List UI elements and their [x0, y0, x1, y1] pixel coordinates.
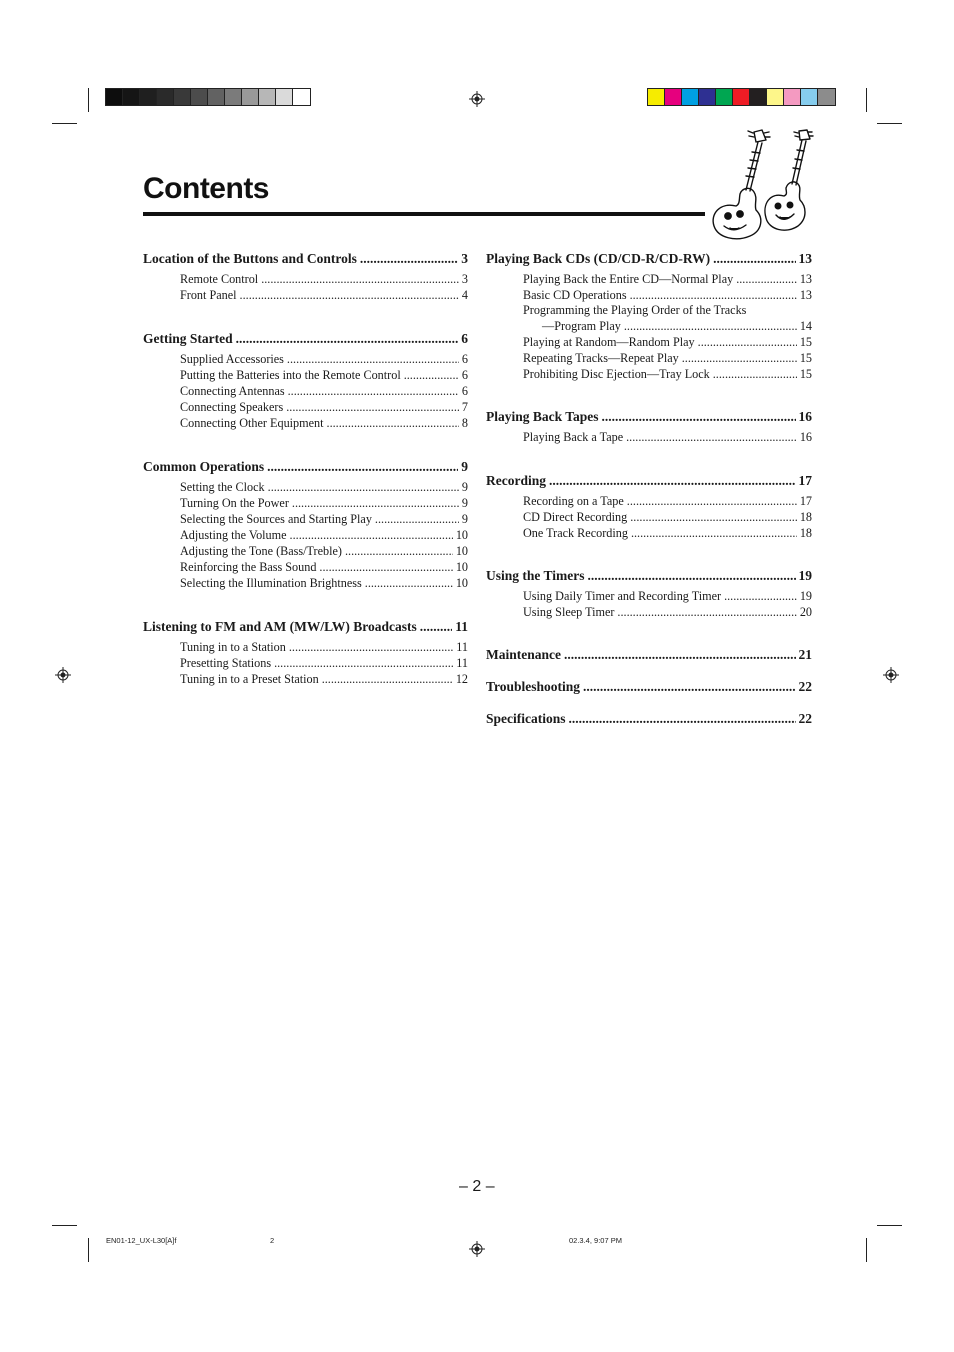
leader-dots — [267, 458, 458, 476]
toc-entry[interactable] — [143, 543, 468, 559]
toc-entry-title: Adjusting the Tone (Bass/Treble) — [180, 544, 342, 558]
toc-section-heading-title: Playing Back CDs (CD/CD-R/CD-RW) — [486, 251, 711, 266]
toc-section-heading[interactable] — [486, 567, 812, 585]
toc-entry-page: 3 — [461, 272, 468, 286]
calibration-swatch — [682, 89, 699, 105]
toc-section-heading-title: Troubleshooting — [486, 679, 581, 694]
toc-entry-page: 9 — [461, 496, 468, 510]
toc-entry-page: 16 — [799, 430, 812, 444]
toc-entry-page: 12 — [455, 672, 468, 686]
toc-entry[interactable] — [486, 604, 812, 620]
toc-entry-page: 11 — [456, 656, 468, 670]
leader-dots — [236, 330, 459, 348]
calibration-swatch — [225, 89, 242, 105]
toc-entry[interactable] — [486, 588, 812, 604]
crop-mark — [866, 1238, 867, 1262]
leader-dots — [627, 493, 797, 509]
calibration-swatch — [157, 89, 174, 105]
toc-entry-page: 13 — [799, 272, 812, 286]
toc-entry-title: Presetting Stations — [180, 656, 272, 670]
leader-dots — [549, 472, 796, 490]
toc-entry[interactable] — [143, 671, 468, 687]
toc-section-heading[interactable] — [486, 710, 812, 728]
toc-section-heading-page: 19 — [798, 568, 812, 583]
toc-entry[interactable] — [486, 366, 812, 382]
toc-entry-title: Setting the Clock — [180, 480, 265, 494]
calibration-swatch — [750, 89, 767, 105]
toc-section-heading[interactable] — [143, 250, 468, 268]
toc-entry[interactable] — [143, 399, 468, 415]
toc-entry-page: 8 — [461, 416, 468, 430]
color-calibration-bars — [647, 88, 836, 106]
crop-mark — [877, 123, 902, 124]
toc-section-heading[interactable] — [486, 408, 812, 426]
toc-entry-page: 19 — [799, 589, 812, 603]
toc-entry-title: Tuning in to a Station — [180, 640, 286, 654]
toc-entry-title: Connecting Other Equipment — [180, 416, 324, 430]
toc-section — [486, 250, 812, 382]
toc-entry-title: CD Direct Recording — [523, 510, 628, 524]
toc-entry[interactable] — [486, 429, 812, 445]
toc-entry[interactable] — [486, 509, 812, 525]
leader-dots — [626, 429, 797, 445]
leader-dots — [319, 559, 452, 575]
toc-entry-page: 10 — [455, 576, 468, 590]
toc-entry-title: —Program Play — [542, 319, 621, 333]
toc-entry-page: 17 — [799, 494, 812, 508]
leader-dots — [588, 567, 796, 585]
footer-filename: EN01-12_UX-L30[A]f — [106, 1236, 177, 1245]
registration-target-icon — [469, 91, 485, 107]
toc-section-heading-page: 22 — [798, 679, 812, 694]
toc-section-heading-page: 21 — [798, 647, 812, 662]
toc-entry-title: Front Panel — [180, 288, 237, 302]
crop-mark — [88, 88, 89, 112]
toc-entry[interactable] — [143, 479, 468, 495]
toc-entry-title: Adjusting the Volume — [180, 528, 287, 542]
toc-entry[interactable] — [143, 495, 468, 511]
toc-section — [143, 458, 468, 591]
toc-entry-title: Turning On the Power — [180, 496, 289, 510]
leader-dots — [569, 710, 796, 728]
toc-entry-page: 15 — [799, 367, 812, 381]
toc-entry[interactable] — [143, 383, 468, 399]
toc-entry[interactable] — [486, 318, 812, 334]
toc-section-heading[interactable] — [143, 330, 468, 348]
toc-section-heading[interactable] — [486, 678, 812, 696]
calibration-swatch — [106, 89, 123, 105]
leader-dots — [682, 350, 797, 366]
calibration-swatch — [665, 89, 682, 105]
toc-entry-page: 10 — [455, 544, 468, 558]
toc-entry-title: Putting the Batteries into the Remote Control — [180, 368, 401, 382]
crop-mark — [52, 123, 77, 124]
toc-section-heading-title: Playing Back Tapes — [486, 409, 599, 424]
leader-dots — [698, 334, 797, 350]
leader-dots — [630, 287, 797, 303]
leader-dots — [631, 525, 797, 541]
toc-section — [486, 678, 812, 696]
toc-entry-page: 10 — [455, 528, 468, 542]
toc-entry[interactable] — [143, 511, 468, 527]
toc-section-heading-page: 11 — [455, 619, 468, 634]
toc-section-heading[interactable] — [486, 472, 812, 490]
calibration-swatch — [191, 89, 208, 105]
leader-dots — [268, 479, 459, 495]
toc-entry[interactable] — [143, 271, 468, 287]
toc-section-heading-page: 9 — [461, 459, 468, 474]
calibration-swatch — [648, 89, 665, 105]
toc-entry-page: 4 — [461, 288, 468, 302]
leader-dots — [602, 408, 796, 426]
leader-dots — [420, 618, 452, 636]
toc-entry-page: 15 — [799, 351, 812, 365]
leader-dots — [322, 671, 453, 687]
toc-entry-title: Connecting Speakers — [180, 400, 284, 414]
toc-entry[interactable] — [143, 559, 468, 575]
calibration-swatch — [140, 89, 157, 105]
toc-section — [486, 710, 812, 728]
toc-section-heading-title: Using the Timers — [486, 568, 585, 583]
toc-entry[interactable] — [143, 367, 468, 383]
toc-section-heading-title: Listening to FM and AM (MW/LW) Broadcasts — [143, 619, 417, 634]
toc-entry-title: Prohibiting Disc Ejection—Tray Lock — [523, 367, 710, 381]
toc-section-heading-page: 13 — [798, 251, 812, 266]
toc-entry-title: Playing Back a Tape — [523, 430, 624, 444]
toc-entry-title: Basic CD Operations — [523, 288, 627, 302]
toc-entry-page: 9 — [461, 480, 468, 494]
leader-dots — [713, 250, 795, 268]
toc-entry[interactable] — [486, 287, 812, 303]
toc-entry[interactable] — [143, 527, 468, 543]
leader-dots — [360, 250, 458, 268]
calibration-swatch — [174, 89, 191, 105]
toc-section-heading-title: Recording — [486, 473, 546, 488]
toc-entry-page: 18 — [799, 510, 812, 524]
toc-right-column — [486, 250, 812, 731]
calibration-swatch — [784, 89, 801, 105]
toc-section-heading-page: 22 — [798, 711, 812, 726]
toc-entry[interactable] — [143, 415, 468, 431]
toc-entry-page: 9 — [461, 512, 468, 526]
leader-dots — [736, 271, 797, 287]
leader-dots — [713, 366, 797, 382]
toc-entry[interactable] — [486, 525, 812, 541]
toc-entry[interactable] — [143, 655, 468, 671]
leader-dots — [289, 639, 453, 655]
toc-entry[interactable] — [143, 575, 468, 591]
registration-target-icon — [469, 1241, 485, 1257]
toc-entry-page: 13 — [799, 288, 812, 302]
leader-dots — [564, 646, 796, 664]
toc-entry-page: 10 — [455, 560, 468, 574]
leader-dots — [274, 655, 453, 671]
toc-left-column — [143, 250, 468, 687]
leader-dots — [286, 399, 459, 415]
leader-dots — [404, 367, 459, 383]
calibration-swatch — [259, 89, 276, 105]
calibration-swatch — [276, 89, 293, 105]
toc-entry-page: 20 — [799, 605, 812, 619]
toc-section-heading-page: 17 — [798, 473, 812, 488]
page-number: – 2 – — [459, 1178, 495, 1195]
calibration-swatch — [716, 89, 733, 105]
leader-dots — [288, 383, 459, 399]
toc-entry[interactable] — [486, 334, 812, 350]
crop-mark — [88, 1238, 89, 1262]
toc-section — [143, 618, 468, 687]
leader-dots — [261, 271, 459, 287]
calibration-swatch — [123, 89, 140, 105]
leader-dots — [583, 678, 795, 696]
leader-dots — [365, 575, 453, 591]
calibration-swatch — [293, 89, 310, 105]
toc-section — [486, 408, 812, 445]
toc-entry-title: Supplied Accessories — [180, 352, 284, 366]
toc-section-heading-page: 3 — [461, 251, 468, 266]
footer-page: 2 — [270, 1236, 275, 1245]
toc-entry-page: 6 — [461, 352, 468, 366]
toc-entry-title: Using Daily Timer and Recording Timer — [523, 589, 722, 603]
toc-entry[interactable] — [143, 639, 468, 655]
leader-dots — [624, 318, 797, 334]
leader-dots — [630, 509, 797, 525]
toc-entry-page: 7 — [461, 400, 468, 414]
footer-timestamp: 02.3.4, 9:07 PM — [569, 1236, 622, 1245]
toc-entry-title: Playing at Random—Random Play — [523, 335, 695, 349]
toc-section — [143, 250, 468, 303]
toc-entry-page: 15 — [799, 335, 812, 349]
toc-section — [143, 330, 468, 431]
calibration-swatch — [242, 89, 259, 105]
calibration-swatch — [767, 89, 784, 105]
toc-entry-title: Selecting the Sources and Starting Play — [180, 512, 372, 526]
toc-section — [486, 472, 812, 541]
toc-section-heading-title: Common Operations — [143, 459, 265, 474]
toc-entry[interactable] — [486, 271, 812, 287]
toc-entry-title: Selecting the Illumination Brightness — [180, 576, 362, 590]
guitar-mascots-illustration — [706, 128, 816, 244]
toc-section-heading[interactable] — [486, 250, 812, 268]
toc-entry-title: One Track Recording — [523, 526, 628, 540]
toc-entry-title: Using Sleep Timer — [523, 605, 615, 619]
toc-entry-page: 18 — [799, 526, 812, 540]
calibration-swatch — [801, 89, 818, 105]
toc-entry[interactable] — [143, 351, 468, 367]
toc-entry-title: Repeating Tracks—Repeat Play — [523, 351, 679, 365]
toc-section-heading-title: Maintenance — [486, 647, 561, 662]
leader-dots — [287, 351, 459, 367]
leader-dots — [240, 287, 459, 303]
toc-section-heading-page: 6 — [461, 331, 468, 346]
toc-section-heading[interactable] — [486, 646, 812, 664]
registration-target-icon — [55, 667, 71, 683]
leader-dots — [290, 527, 453, 543]
toc-section-heading[interactable] — [143, 458, 468, 476]
toc-entry-title-line[interactable]: Programming the Playing Order of the Tracks — [523, 303, 747, 317]
toc-entry[interactable] — [143, 287, 468, 303]
crop-mark — [866, 88, 867, 112]
leader-dots — [724, 588, 797, 604]
toc-section-heading-title: Specifications — [486, 711, 566, 726]
toc-entry-title: Recording on a Tape — [523, 494, 624, 508]
leader-dots — [345, 543, 453, 559]
toc-entry[interactable] — [486, 493, 812, 509]
toc-entry-page: 14 — [799, 319, 812, 333]
toc-entry-title: Playing Back the Entire CD—Normal Play — [523, 272, 734, 286]
toc-entry-page: 6 — [461, 384, 468, 398]
toc-entry-title: Remote Control — [180, 272, 259, 286]
leader-dots — [327, 415, 459, 431]
toc-section-heading-page: 16 — [798, 409, 812, 424]
toc-entry[interactable] — [486, 350, 812, 366]
toc-entry-title: Tuning in to a Preset Station — [180, 672, 319, 686]
title-underline — [143, 212, 705, 216]
page-title: Contents — [143, 172, 269, 205]
toc-entry-page: 11 — [456, 640, 468, 654]
leader-dots — [375, 511, 459, 527]
calibration-swatch — [208, 89, 225, 105]
leader-dots — [292, 495, 459, 511]
gray-calibration-bars — [105, 88, 311, 106]
toc-entry-title: Connecting Antennas — [180, 384, 285, 398]
toc-entry-page: 6 — [461, 368, 468, 382]
crop-mark — [52, 1225, 77, 1226]
leader-dots — [617, 604, 796, 620]
toc-section-heading-title: Getting Started — [143, 331, 233, 346]
toc-section — [486, 646, 812, 664]
toc-section-heading[interactable] — [143, 618, 468, 636]
calibration-swatch — [699, 89, 716, 105]
crop-mark — [877, 1225, 902, 1226]
toc-section — [486, 567, 812, 620]
calibration-swatch — [818, 89, 835, 105]
toc-entry-title: Reinforcing the Bass Sound — [180, 560, 317, 574]
toc-section-heading-title: Location of the Buttons and Controls — [143, 251, 357, 266]
registration-target-icon — [883, 667, 899, 683]
calibration-swatch — [733, 89, 750, 105]
